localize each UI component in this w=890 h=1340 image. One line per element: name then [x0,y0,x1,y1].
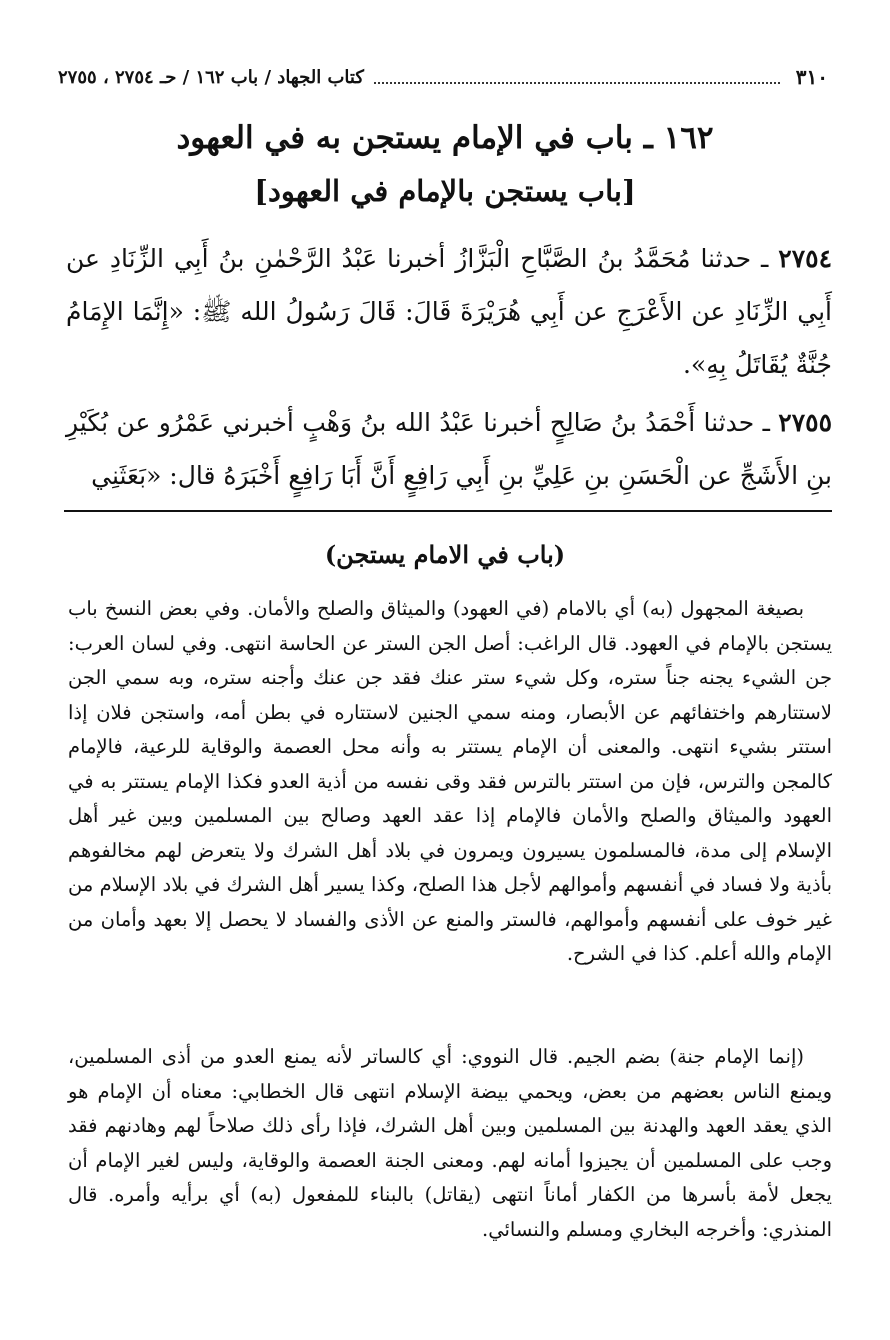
commentary-title: (باب في الامام يستجن) [324,540,566,569]
section-divider [64,510,832,512]
chapter-title: ١٦٢ ـ باب في الإمام يستجن به في العهود [176,120,714,156]
hadith-text: ـ حدثنا أَحْمَدُ بنُ صَالِحٍ أخبرنا عَبْدُ الله بنُ وَهْبٍ أخبرني عَمْرُو عن بُكَيْرِ بنِ الأَشَجِّ عن الْحَسَنِ بنِ عَلِيِّ بنِ أَبِي رَافِعٍ أَنَّ أَبَا رَافِعٍ أَخْبَرَهُ قال: «بَعَثَنِي [66,408,832,490]
header-reference: كتاب الجهاد / باب ١٦٢ / حـ ٢٧٥٤ ، ٢٧٥٥ [58,66,364,88]
hadith-number: ٢٧٥٤ [778,244,832,273]
commentary-paragraph: بصيغة المجهول (به) أي بالامام (في العهود) والميثاق والصلح والأمان. وفي بعض النسخ باب يستجن بالإمام في العهود. قال الراغب: أصل الجن الستر عن الحاسة انتهى. وفي لسان العرب: جن الشيء يجنه جناً ستره، وكل شيء ستر عنك فقد جن عنك وأجنه ستره، وبه سمي الجن لاستتارهم واختفائهم عن الأبصار، ومنه سمي الجنين لاستتاره في بطن أمه، واستجن فلان إذا استتر بشيء انتهى. والمعنى أن الإمام يستتر به وأنه محل العصمة والوقاية للرعية، فالإمام كالمجن والترس، فإن من استتر بالترس فقد وقى نفسه من أذية العدو فكذا الإمام يستتر به في العهود والميثاق والصلح والأمان فالإمام إذا عقد العهد وصالح بين المسلمين وبين غير أهل الإسلام إلى مدة، فالمسلمون يسيرون ويمرون في بلاد أهل الشرك ولا يتعرض لهم مخالفوهم بأذية ولا فساد في أنفسهم وأموالهم لأجل هذا الصلح، وكذا يسير أهل الشرك في بلاد الإسلام من غير خوف على أنفسهم وأموالهم، فالستر والمنع عن الأذى والفساد لا يحصل إلا بعهد وأمان من الإمام والله أعلم. كذا في الشرح. [68,597,832,965]
commentary-paragraph: (إنما الإمام جنة) بضم الجيم. قال النووي: أي كالساتر لأنه يمنع العدو من أذى المسلمين، ويمنع الناس بعضهم من بعض، ويحمي بيضة الإسلام انتهى قال الخطابي: معناه أن الإمام هو الذي يعقد العهد والهدنة بين المسلمين وبين أهل الشرك، فإذا رأى ذلك صلاحاً لهم وهادنهم فقد وجب على المسلمين أن يجيزوا أمانه لهم. ومعنى الجنة العصمة والوقاية، وليس لغير الإمام أن يجعل لأمة بأسرها من الكفار أماناً انتهى (يقاتل) بالبناء للمفعول (به) أي برأيه وأمره. قال المنذري: وأخرجه البخاري ومسلم والنسائي. [68,1045,832,1241]
page-number: ٣١٠ [795,65,828,89]
hadith-text: ـ حدثنا مُحَمَّدُ بنُ الصَّبَّاحِ الْبَزَّازُ أخبرنا عَبْدُ الرَّحْمٰنِ بنُ أَبِي الزِّنَادِ عن أَبِي الزِّنَادِ عن الأَعْرَجِ عن أَبِي هُرَيْرَةَ قَالَ: قَالَ رَسُولُ الله ﷺ: «إِنَّمَا الإِمَامُ جُنَّةٌ يُقَاتَلُ بِهِ». [66,244,832,379]
hadith-2755 [66,396,832,502]
header-dot-leader [374,70,780,84]
chapter-subtitle: [باب يستجن بالإمام في العهود] [254,174,636,208]
hadith-2754 [66,232,832,391]
running-header [58,60,828,94]
hadith-number: ٢٧٥٥ [778,408,832,437]
